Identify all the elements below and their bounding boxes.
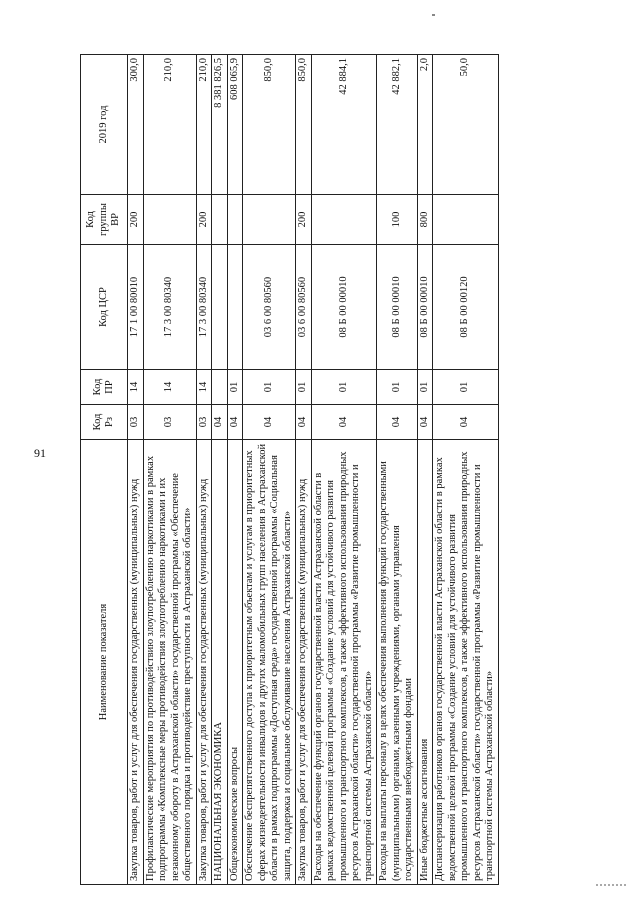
table-row [128, 55, 144, 885]
cell-rz: 04 [377, 405, 418, 440]
table-row [227, 55, 243, 885]
cell-vr [143, 195, 196, 245]
cell-vr [433, 195, 499, 245]
header-name: Наименование показателя [81, 440, 128, 885]
cell-rz: 03 [196, 405, 212, 440]
table-row [196, 55, 212, 885]
cell-rz: 04 [296, 405, 312, 440]
header-csr: Код ЦСР [81, 245, 128, 370]
cell-name: НАЦИОНАЛЬНАЯ ЭКОНОМИКА [212, 440, 228, 885]
table-row [243, 55, 296, 885]
cell-vr: 800 [417, 195, 433, 245]
cell-amount: 210,0 [143, 55, 196, 195]
cell-name: Закупка товаров, работ и услуг для обеспечения государственных (муниципальных) нужд [196, 440, 212, 885]
cell-csr: 08 Б 00 00120 [433, 245, 499, 370]
cell-csr: 08 Б 00 00010 [377, 245, 418, 370]
cell-amount: 50,0 [433, 55, 499, 195]
cell-pr: 01 [243, 370, 296, 405]
header-pr: Код ПР [81, 370, 128, 405]
cell-vr [243, 195, 296, 245]
cell-pr: 14 [128, 370, 144, 405]
cell-name: Диспансеризация работников органов государственной власти Астраханской области в рамках ведомственной целевой программы «Создание условий для устойчивого развития промышленного и транспортного комплексов, а также эффективного использования природных ресурсов Астраханской области» государственной программы «Развитие промышленности и транспортной системы Астраханской области» [433, 440, 499, 885]
cell-vr [227, 195, 243, 245]
header-year: 2019 год [81, 55, 128, 195]
cell-csr: 17 3 00 80340 [196, 245, 212, 370]
cell-name: Профилактические мероприятия по противодействию злоупотреблению наркотиками в рамках подпрограммы «Комплексные меры противодействия злоупотреблению наркотиками и их незаконному обороту в Астраханской области» государственной программы «Обеспечение общественного порядка и противодействие преступности в Астраханской области» [143, 440, 196, 885]
cell-vr: 200 [128, 195, 144, 245]
cell-vr [212, 195, 228, 245]
table-header-row [81, 55, 128, 885]
cell-vr: 200 [296, 195, 312, 245]
cell-amount: 42 884,1 [311, 55, 377, 195]
scan-speck [432, 14, 435, 16]
header-vr: Код группы ВР [81, 195, 128, 245]
cell-name: Обеспечение беспрепятственного доступа к приоритетным объектам и услугам в приоритетных сферах жизнедеятельности инвалидов и других маломобильных групп населения в Астраханской области в рамках подпрограммы «Доступная среда» государственной программы «Социальная защита, поддержка и социальное обслуживание населения Астраханской области» [243, 440, 296, 885]
cell-vr: 200 [196, 195, 212, 245]
cell-pr [212, 370, 228, 405]
cell-pr: 14 [143, 370, 196, 405]
table-row [417, 55, 433, 885]
cell-pr: 01 [296, 370, 312, 405]
cell-csr: 17 1 00 80010 [128, 245, 144, 370]
table-row [377, 55, 418, 885]
table-row [433, 55, 499, 885]
cell-name: Общеэкономические вопросы [227, 440, 243, 885]
cell-name: Расходы на обеспечение функций органов государственной власти Астраханской области в рамках ведомственной целевой программы «Создание условий для устойчивого развития промышленного и транспортного комплексов, а также эффективного использования природных ресурсов Астраханской области» государственной программы «Развитие промышленности и транспортной системы Астраханской области» [311, 440, 377, 885]
header-rz: Код Рз [81, 405, 128, 440]
cell-rz: 04 [311, 405, 377, 440]
cell-pr: 01 [311, 370, 377, 405]
cell-amount: 2,0 [417, 55, 433, 195]
table-row [296, 55, 312, 885]
cell-rz: 04 [212, 405, 228, 440]
cell-amount: 42 882,1 [377, 55, 418, 195]
cell-rz: 03 [128, 405, 144, 440]
cell-amount: 210,0 [196, 55, 212, 195]
table-row [212, 55, 228, 885]
cell-pr: 01 [417, 370, 433, 405]
cell-vr [311, 195, 377, 245]
cell-csr: 08 Б 00 00010 [417, 245, 433, 370]
rotated-table-container [80, 55, 618, 885]
cell-name: Расходы на выплаты персоналу в целях обеспечения выполнения функций государственными (муниципальными) органами, казенными учреждениями, органами управления государственными внебюджетными фондами [377, 440, 418, 885]
cell-pr: 01 [433, 370, 499, 405]
cell-vr: 100 [377, 195, 418, 245]
cell-rz: 04 [243, 405, 296, 440]
cell-name: Закупка товаров, работ и услуг для обеспечения государственных (муниципальных) нужд [128, 440, 144, 885]
cell-pr: 01 [377, 370, 418, 405]
cell-amount: 850,0 [243, 55, 296, 195]
cell-csr [227, 245, 243, 370]
cell-amount: 300,0 [128, 55, 144, 195]
cell-amount: 608 065,9 [227, 55, 243, 195]
budget-table [80, 54, 499, 885]
page-number: 91 [34, 446, 46, 460]
cell-amount: 8 381 826,5 [212, 55, 228, 195]
cell-name: Иные бюджетные ассигнования [417, 440, 433, 885]
cell-csr [212, 245, 228, 370]
cell-rz: 03 [143, 405, 196, 440]
cell-rz: 04 [227, 405, 243, 440]
table-row [311, 55, 377, 885]
cell-name: Закупка товаров, работ и услуг для обеспечения государственных (муниципальных) нужд [296, 440, 312, 885]
cell-pr: 01 [227, 370, 243, 405]
table-row [143, 55, 196, 885]
cell-rz: 04 [417, 405, 433, 440]
cell-rz: 04 [433, 405, 499, 440]
cell-csr: 08 Б 00 00010 [311, 245, 377, 370]
cell-amount: 850,0 [296, 55, 312, 195]
scan-artifact [596, 884, 626, 888]
cell-csr: 17 3 00 80340 [143, 245, 196, 370]
cell-csr: 03 6 00 80560 [296, 245, 312, 370]
cell-pr: 14 [196, 370, 212, 405]
cell-csr: 03 6 00 80560 [243, 245, 296, 370]
